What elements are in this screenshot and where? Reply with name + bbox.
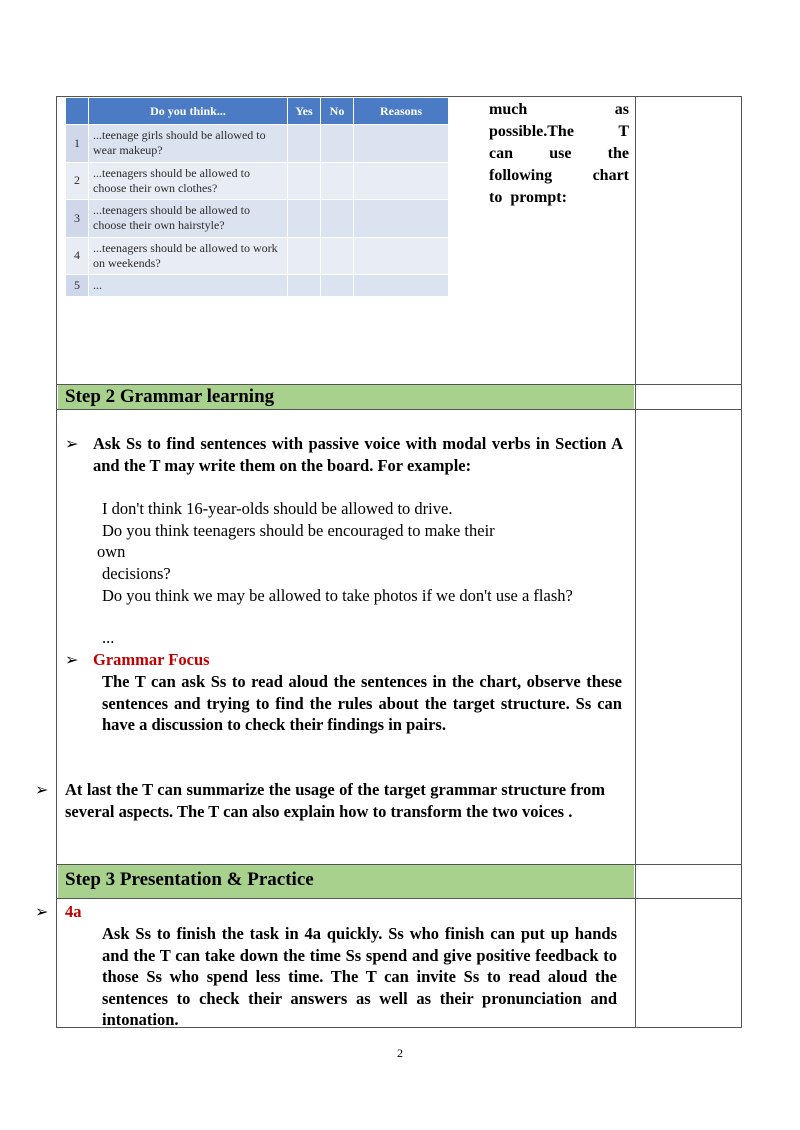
step2-instruction: Ask Ss to find sentences with passive voice with modal verbs in Section A and the T may write them on the board. For example: [93, 434, 623, 475]
survey-row-number: 4 [66, 237, 89, 275]
example-sentence: I don't think 16-year-olds should be allowed to drive. [102, 499, 453, 518]
survey-row-number: 3 [66, 200, 89, 238]
survey-header-no: No [321, 98, 354, 125]
survey-header-yes: Yes [288, 98, 321, 125]
example-sentence: decisions? [102, 564, 171, 583]
survey-question: ...teenagers should be allowed to work on weekends? [89, 237, 288, 275]
survey-row [66, 275, 449, 297]
row-divider [57, 898, 741, 899]
row-divider [57, 409, 741, 410]
example-sentence: own [97, 542, 126, 561]
lesson-table [35, 96, 742, 1030]
page-number: 2 [397, 1046, 403, 1060]
survey-row [66, 125, 449, 163]
step2-summary: At last the T can summarize the usage of the target grammar structure from several aspects. The T can also explain how to transform the two voices . [65, 780, 605, 821]
survey-header-question: Do you think... [89, 98, 288, 125]
task-4a-text: Ask Ss to finish the task in 4a quickly. Ss who finish can put up hands and the T can take down the time Ss spend and give positive feedback to those Ss who spend less time. The T can invite Ss to read aloud the sentences to check their answers as well as their pronunciation and intonation. [102, 924, 617, 1030]
column-divider [635, 97, 636, 1027]
arrow-bullet-icon: ➢ [35, 782, 49, 799]
grammar-focus-text: The T can ask Ss to read aloud the sentences in the chart, observe these sentences and trying to find the rules about the target structure. Ss can have a discussion to check their findings in pairs. [102, 672, 622, 735]
survey-question: ...teenagers should be allowed to choose their own clothes? [89, 162, 288, 200]
step3-heading: Step 3 Presentation & Practice [65, 869, 314, 890]
grammar-focus-title: Grammar Focus [93, 650, 210, 669]
side-note: much as possible.The T can use the following chart to prompt: [489, 101, 629, 206]
example-sentence: Do you think we may be allowed to take photos if we don't use a flash? [102, 586, 573, 605]
survey-row-number: 1 [66, 125, 89, 163]
survey-row-number: 5 [66, 275, 89, 297]
arrow-bullet-icon: ➢ [35, 904, 49, 921]
survey-row [66, 162, 449, 200]
survey-question: ...teenagers should be allowed to choose their own hairstyle? [89, 200, 288, 238]
survey-row [66, 200, 449, 238]
step2-heading: Step 2 Grammar learning [65, 386, 275, 407]
survey-row [66, 237, 449, 275]
survey-question: ...teenage girls should be allowed to wear makeup? [89, 125, 288, 163]
example-ellipsis: ... [102, 628, 115, 647]
example-sentence: Do you think teenagers should be encouraged to make their [102, 521, 495, 540]
arrow-bullet-icon: ➢ [65, 436, 79, 453]
survey-row-number: 2 [66, 162, 89, 200]
arrow-bullet-icon: ➢ [65, 652, 79, 669]
survey-header-reasons: Reasons [354, 98, 449, 125]
survey-question: ... [89, 275, 288, 297]
survey-chart [65, 97, 449, 297]
task-label-4a: 4a [65, 902, 82, 921]
